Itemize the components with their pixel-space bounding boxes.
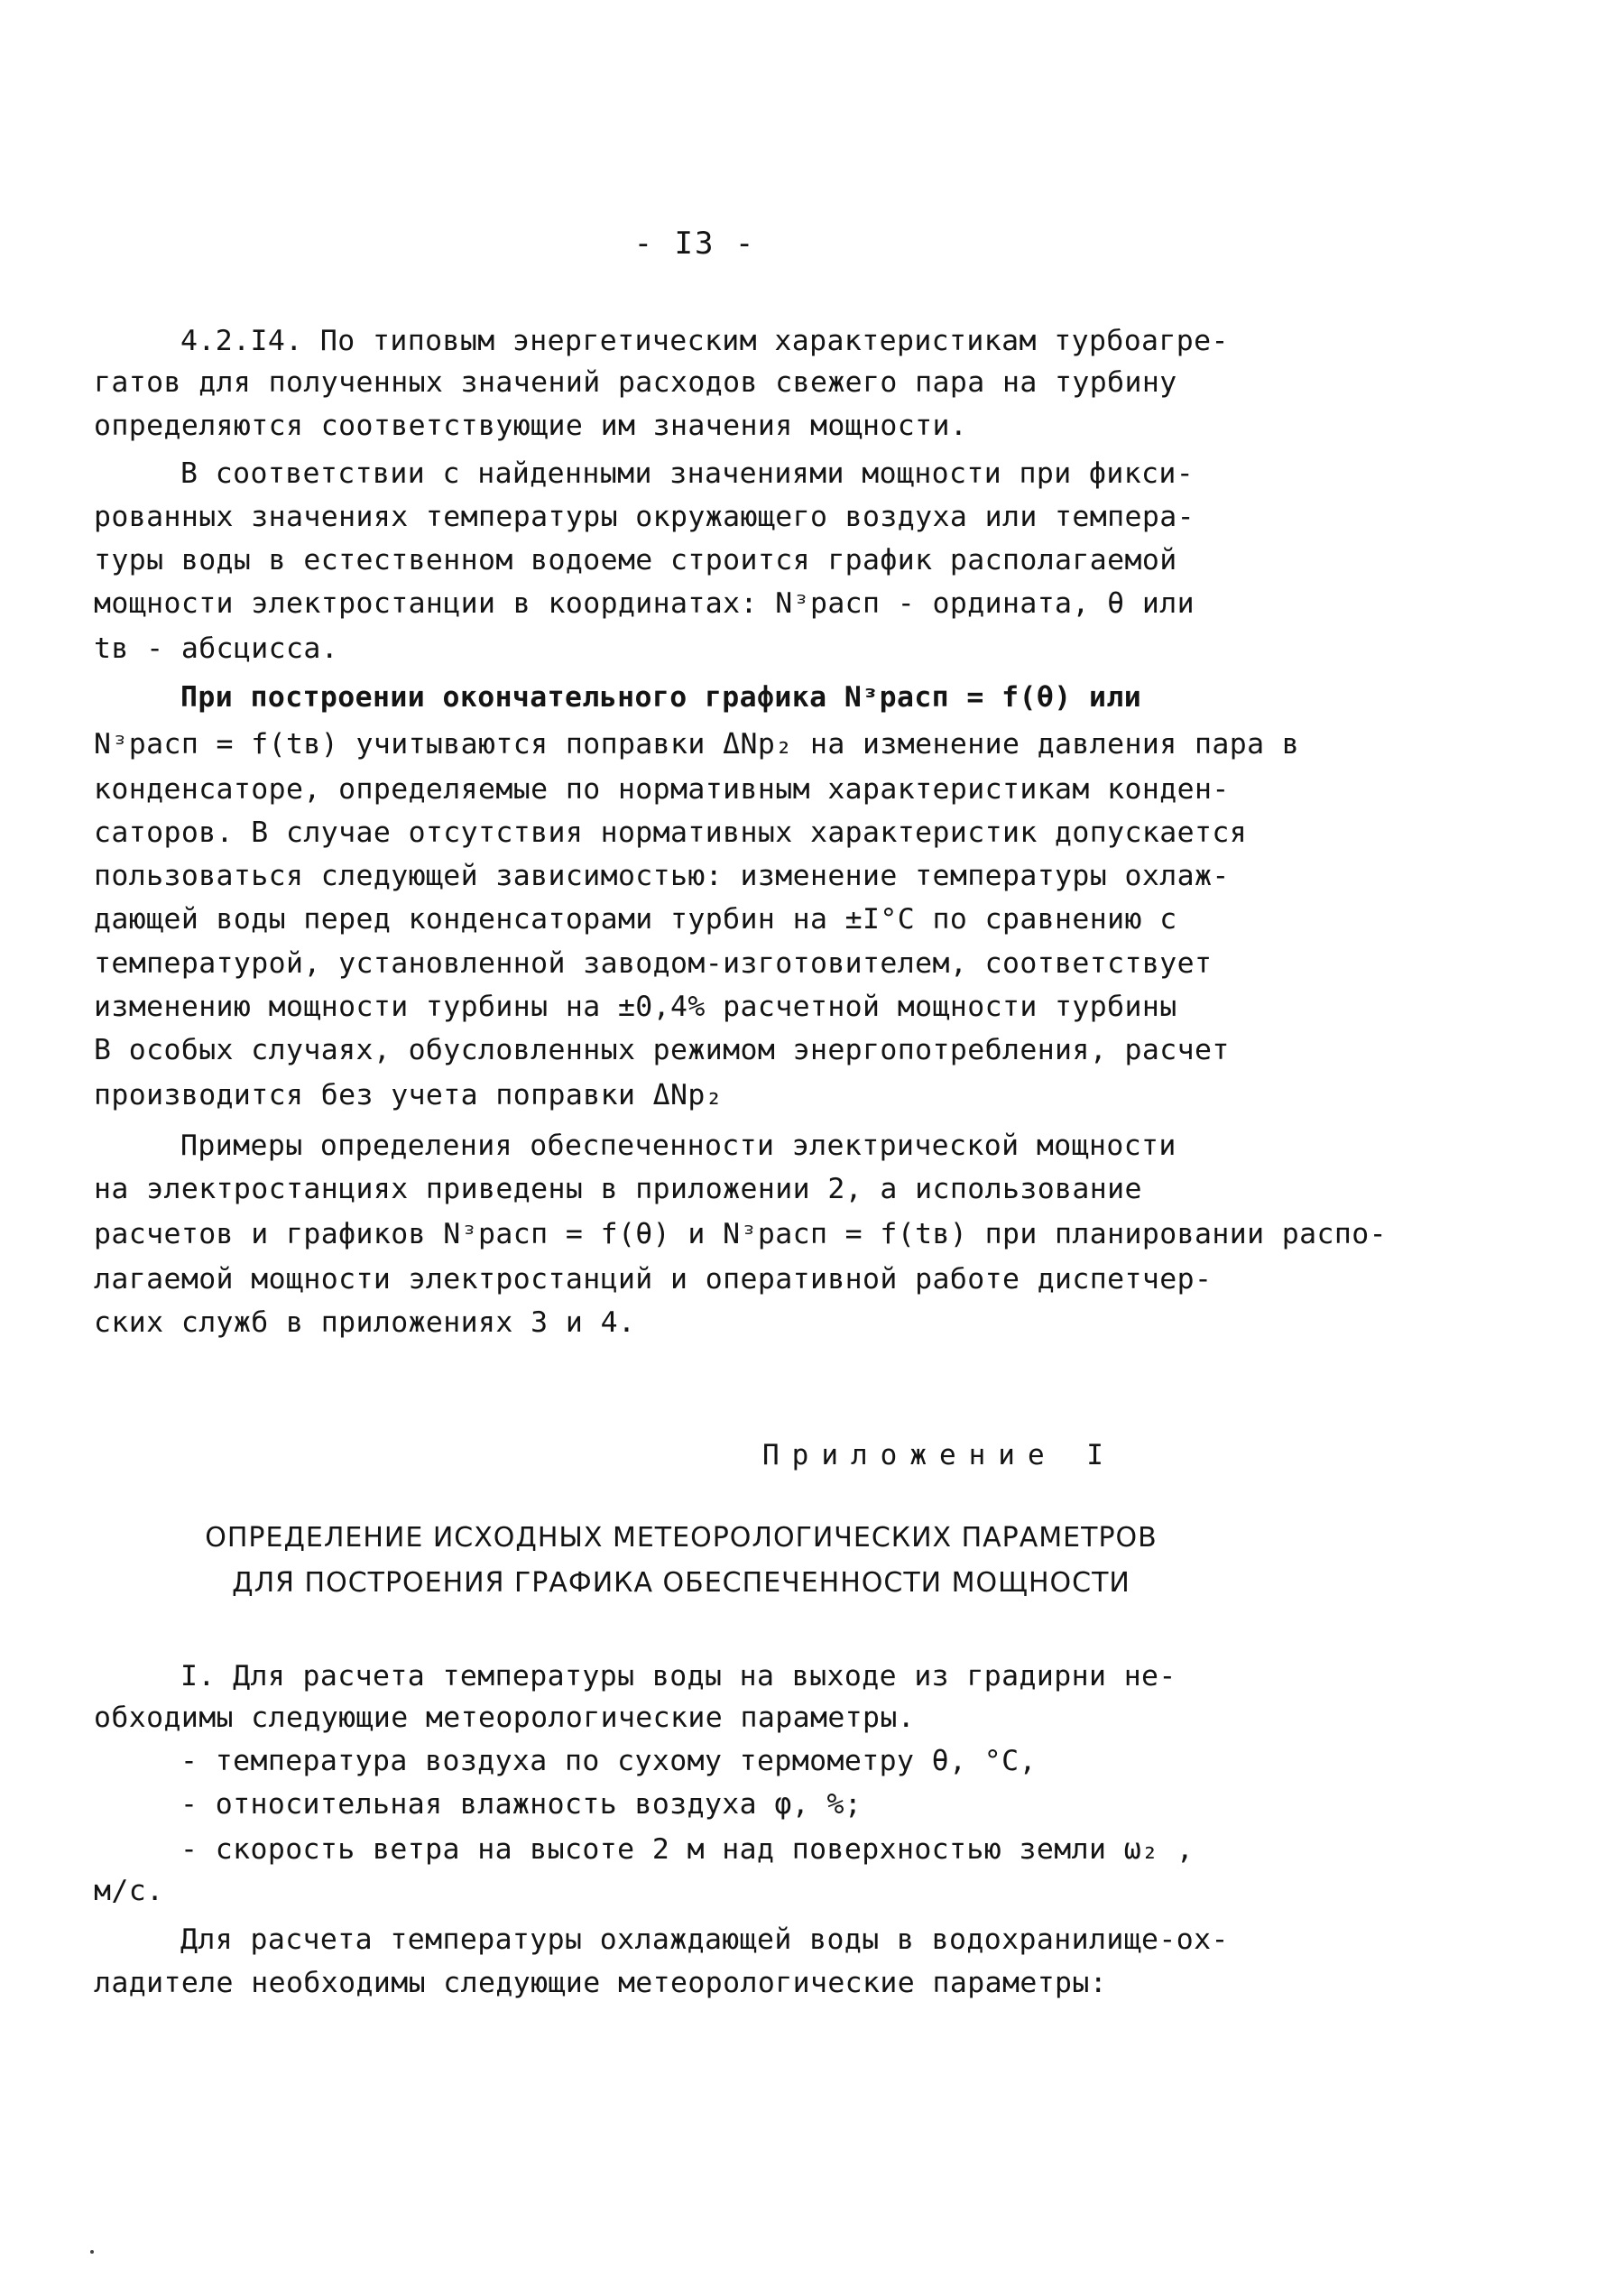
final-graph-line-8: изменению мощности турбины на ±0,4% расчетной мощности турбины	[94, 991, 1177, 1023]
examples-line-2: на электростанциях приведены в приложении 2, а использование	[94, 1173, 1142, 1205]
reservoir-line-2: ладителе необходимы следующие метеорологические параметры:	[94, 1967, 1108, 1999]
final-graph-line-3: конденсаторе, определяемые по нормативным характеристикам конден-	[94, 773, 1230, 806]
final-graph-line-10: производится без учета поправки ΔNр₂	[94, 1079, 724, 1111]
item-1-line-2: обходимы следующие метеорологические параметры.	[94, 1702, 916, 1734]
final-graph-line-4: саторов. В случае отсутствия нормативных характеристик допускается	[94, 816, 1248, 849]
final-graph-line-7: температурой, установленной заводом-изготовителем, соответствует	[94, 947, 1213, 980]
final-graph-line-1: При построении окончательного графика Nᵌрасп = f(θ) или	[180, 681, 1142, 714]
graph-paragraph-line-1: В соответствии с найденными значениями мощности при фикси-	[180, 457, 1195, 490]
examples-line-4: лагаемой мощности электростанций и оперативной работе диспетчер-	[94, 1263, 1213, 1296]
reservoir-line-1: Для расчета температуры охлаждающей воды в водохранилище-ох-	[180, 1923, 1229, 1956]
margin-dot	[90, 2250, 94, 2254]
bullet-relative-humidity: - относительная влажность воздуха φ, %;	[180, 1788, 863, 1821]
final-graph-line-6: дающей воды перед конденсаторами турбин на ±I°С по сравнению с	[94, 903, 1177, 936]
examples-line-3: расчетов и графиков Nᵌрасп = f(θ) и Nᵌрасп = f(tв) при планировании распо-	[94, 1218, 1387, 1250]
section-4-2-14-line-1: 4.2.I4. По типовым энергетическим характеристикам турбоагре-	[180, 325, 1229, 357]
page-number: - I3 -	[633, 226, 756, 262]
graph-paragraph-line-5: tв - абсцисса.	[94, 632, 339, 665]
item-1-line-1: I. Для расчета температуры воды на выходе из градирни не-	[180, 1660, 1176, 1693]
final-graph-line-2: Nᵌрасп = f(tв) учитываются поправки ΔNр₂ на изменение давления пара в	[94, 728, 1300, 761]
graph-paragraph-line-4: мощности электростанции в координатах: Nᵌрасп - ордината, θ или	[94, 587, 1195, 620]
section-4-2-14-line-2: гатов для полученных значений расходов свежего пара на турбину	[94, 366, 1177, 399]
section-4-2-14-line-3: определяются соответствующие им значения мощности.	[94, 410, 968, 442]
graph-paragraph-line-3: туры воды в естественном водоеме строится график располагаемой	[94, 544, 1177, 576]
appendix-title-line-1: ОПРЕДЕЛЕНИЕ ИСХОДНЫХ МЕТЕОРОЛОГИЧЕСКИХ ПАРАМЕТРОВ	[205, 1522, 1158, 1554]
appendix-label: Приложение I	[762, 1439, 1116, 1471]
wind-speed-unit: м/с.	[94, 1875, 164, 1907]
graph-paragraph-line-2: рованных значениях температуры окружающего воздуха или темпера-	[94, 501, 1195, 533]
examples-line-1: Примеры определения обеспеченности электрической мощности	[180, 1130, 1176, 1162]
bullet-air-temperature: - температура воздуха по сухому термометру θ, °С,	[180, 1745, 1037, 1777]
bullet-wind-speed: - скорость ветра на высоте 2 м над поверхностью земли ω₂ ,	[180, 1833, 1195, 1866]
final-graph-line-5: пользоваться следующей зависимостью: изменение температуры охлаж-	[94, 860, 1230, 892]
examples-line-5: ских служб в приложениях 3 и 4.	[94, 1306, 636, 1339]
appendix-title-line-2: ДЛЯ ПОСТРОЕНИЯ ГРАФИКА ОБЕСПЕЧЕННОСТИ МОЩНОСТИ	[232, 1567, 1130, 1599]
final-graph-line-9: В особых случаях, обусловленных режимом энергопотребления, расчет	[94, 1034, 1230, 1066]
